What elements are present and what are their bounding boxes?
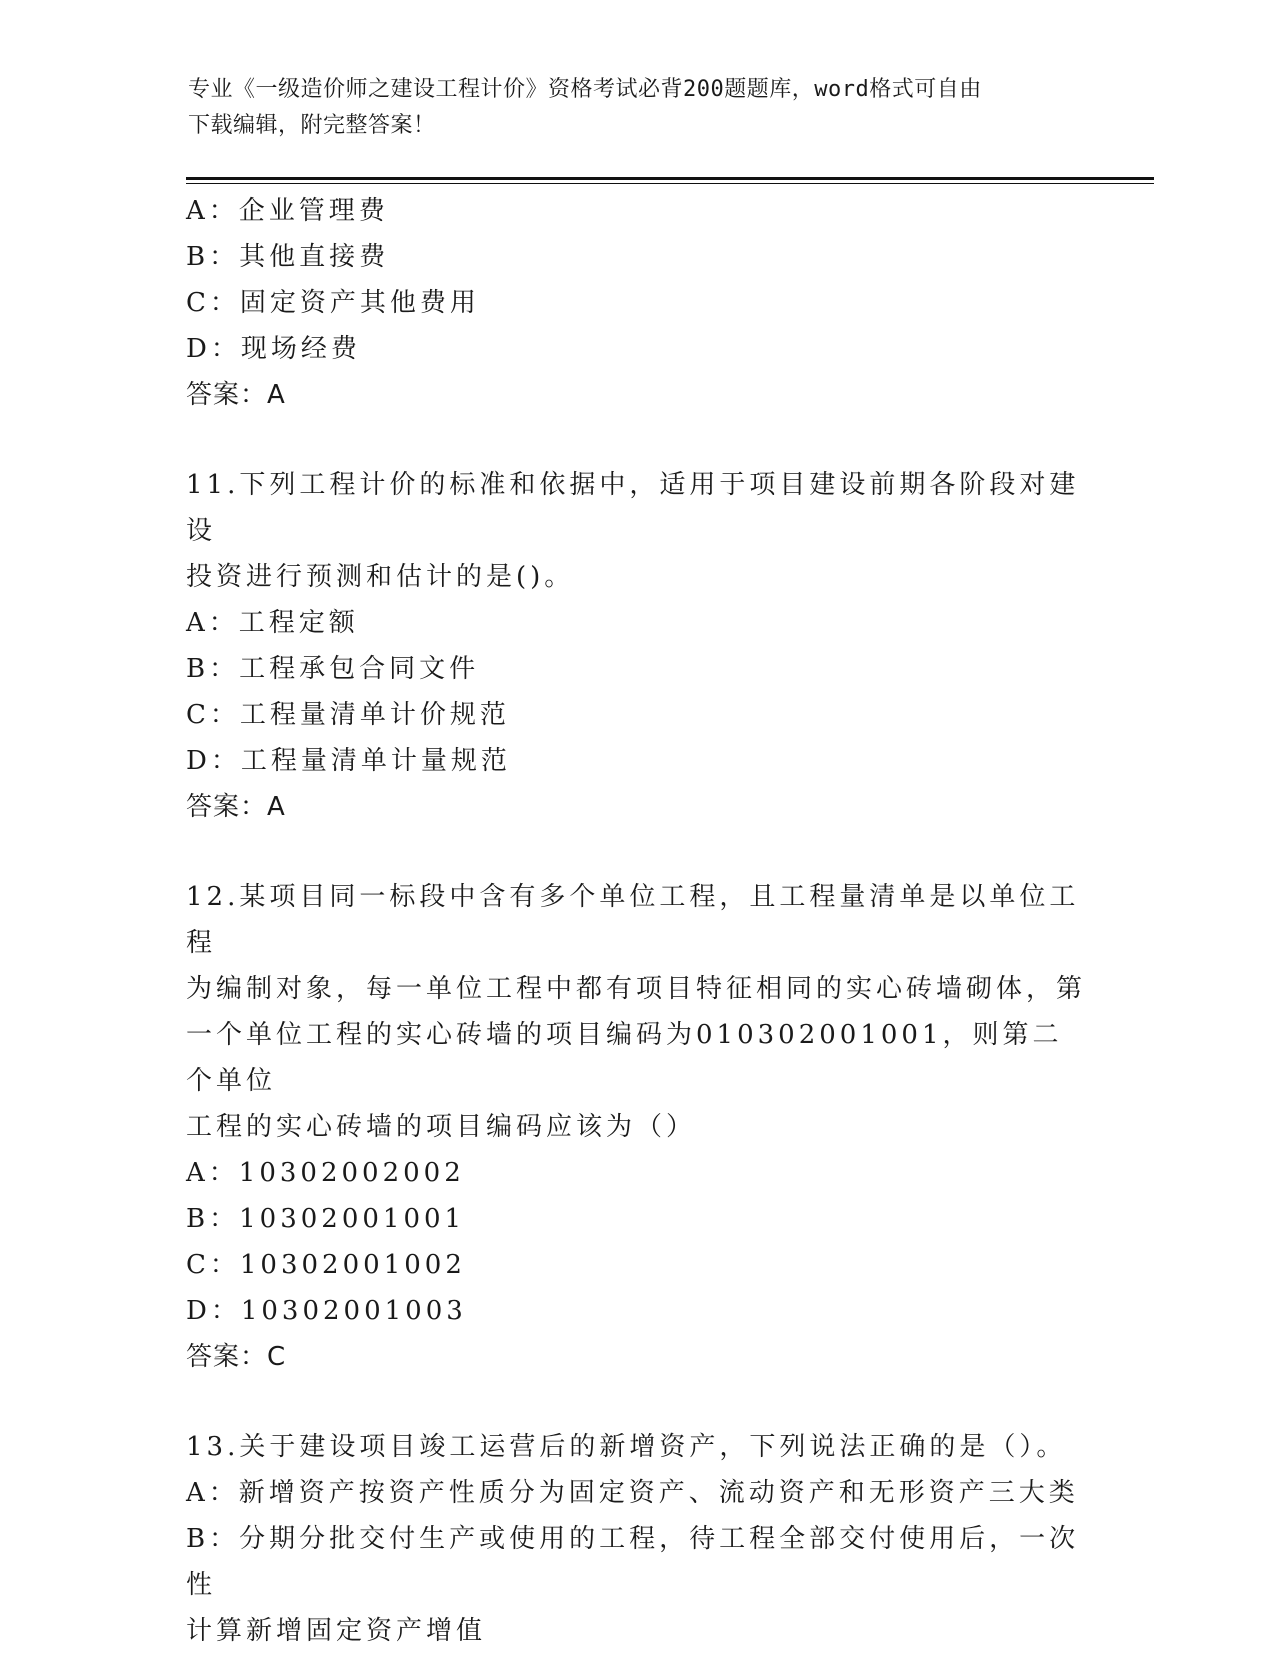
option-b: B：分期分批交付生产或使用的工程，待工程全部交付使用后，一次性 [186,1524,1080,1600]
option-a: A：10302002002 [186,1158,465,1188]
option-c: C：10302001002 [186,1250,466,1280]
option-b: B：10302001001 [186,1204,466,1234]
header-line-1: 专业《一级造价师之建设工程计价》资格考试必背200题题库，word格式可自由 [188,77,982,102]
question-12 [186,874,1086,1380]
option-a: A：新增资产按资产性质分为固定资产、流动资产和无形资产三大类 [186,1478,1079,1508]
option-b-continued: 计算新增固定资产增值 [186,1616,487,1646]
option-c: C：工程量清单计价规范 [186,700,510,730]
question-13 [186,1424,1086,1654]
option-b: B：工程承包合同文件 [186,654,480,684]
option-a: A：企业管理费 [186,196,389,226]
question-stem: 为编制对象，每一单位工程中都有项目特征相同的实心砖墙砌体，第 [186,974,1087,1004]
option-c: C：固定资产其他费用 [186,288,480,318]
header-rule-thin [186,183,1154,184]
answer: 答案：A [186,380,286,410]
question-11 [186,462,1086,830]
option-b: B：其他直接费 [186,242,390,272]
option-d: D：现场经费 [186,334,361,364]
question-stem: 11.下列工程计价的标准和依据中，适用于项目建设前期各阶段对建设 [186,470,1080,546]
question-stem: 一个单位工程的实心砖墙的项目编码为010302001001，则第二个单位 [186,1020,1063,1096]
question-stem: 13.关于建设项目竣工运营后的新增资产，下列说法正确的是（）。 [186,1432,1067,1462]
document-header [188,72,1068,144]
question-10 [186,188,1086,418]
answer: 答案：C [186,1342,287,1372]
option-a: A：工程定额 [186,608,359,638]
option-d: D：工程量清单计量规范 [186,746,511,776]
question-content [186,188,1086,1654]
header-line-2: 下载编辑，附完整答案！ [188,113,436,138]
question-stem: 工程的实心砖墙的项目编码应该为（） [186,1112,697,1142]
header-rule-thick [186,177,1154,180]
option-d: D：10302001003 [186,1296,467,1326]
answer: 答案：A [186,792,286,822]
question-stem: 投资进行预测和估计的是()。 [186,562,575,592]
question-stem: 12.某项目同一标段中含有多个单位工程，且工程量清单是以单位工程 [186,882,1080,958]
